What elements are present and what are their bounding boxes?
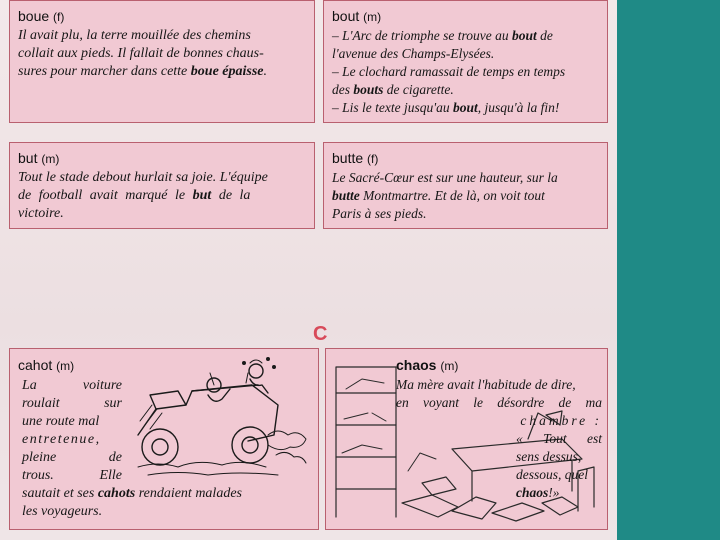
entry-card-cahot: [9, 348, 319, 530]
text-line: – Lis le texte jusqu'au bout, jusqu'à la fin!: [332, 100, 560, 115]
text-line: Le Sacré-Cœur est sur une hauteur, sur la: [332, 170, 558, 185]
entry-card-butte: [323, 142, 608, 229]
entry-headword: chaos (m): [396, 357, 459, 373]
text-line: Tout le stade debout hurlait sa joie. L'équipe: [18, 170, 268, 185]
text-line: – Le clochard ramassait de temps en temps: [332, 64, 566, 79]
keyword: butte: [332, 188, 360, 203]
text-line: collait aux pieds. Il fallait de bonnes chaus-: [18, 46, 264, 61]
text-line: La voiture: [22, 378, 122, 393]
keyword: bout: [453, 100, 478, 115]
entry-headword: bout (m): [332, 8, 382, 24]
text-line: les voyageurs.: [22, 504, 103, 519]
text-line: pleine de: [22, 450, 122, 465]
entry-headword: cahot (m): [18, 357, 75, 373]
entry-text: [332, 169, 606, 223]
text-line: de football avait marqué le but de la: [18, 188, 251, 203]
text-line: l'avenue des Champs-Elysées.: [332, 46, 495, 61]
text-line: victoire.: [18, 206, 64, 221]
text-line: butte Montmartre. Et de là, on voit tout: [332, 188, 545, 203]
entry-text: [22, 377, 122, 485]
entry-card-but: [9, 142, 315, 229]
text-line: entretenue,: [22, 432, 101, 447]
entry-card-bout: [323, 0, 608, 123]
entry-headword: but (m): [18, 150, 60, 166]
bleed-through-text: [12, 235, 612, 345]
entry-text: [396, 376, 602, 412]
entry-card-chaos: [325, 348, 608, 530]
text-line: chaos!»: [516, 485, 560, 500]
entry-text-bottom: [22, 485, 314, 521]
text-line: roulait sur: [22, 396, 122, 411]
entry-headword: boue (f): [18, 8, 65, 24]
keyword: cahots: [97, 486, 136, 501]
text-line: dessous, quel: [516, 467, 588, 482]
entry-headword: butte (f): [332, 150, 379, 166]
entry-text: [18, 169, 310, 223]
teal-side-panel: [617, 0, 720, 540]
entry-text: [18, 27, 310, 81]
text-line: Ma mère avait l'habitude de dire,: [396, 377, 576, 392]
text-line: trous. Elle: [22, 468, 122, 483]
entry-text-right: [516, 412, 602, 502]
text-line: sures pour marcher dans cette boue épaisse.: [18, 64, 267, 79]
keyword: chaos: [516, 485, 549, 500]
keyword: bout: [511, 28, 537, 43]
text-line: Il avait plu, la terre mouillée des chemins: [18, 28, 251, 43]
text-line: « Tout est: [516, 431, 602, 446]
text-line: chambre :: [520, 413, 602, 428]
keyword: bouts: [353, 82, 384, 97]
keyword: but: [192, 188, 212, 203]
text-line: sens dessus,: [516, 449, 582, 464]
text-line: – L'Arc de triomphe se trouve au bout de: [332, 28, 553, 43]
text-line: Paris à ses pieds.: [332, 206, 427, 221]
entry-card-boue: [9, 0, 315, 123]
section-letter: C: [313, 323, 328, 345]
text-line: sautait et ses cahots rendaient malades: [22, 486, 242, 501]
entry-text: [332, 27, 606, 117]
text-line: une route mal: [22, 414, 100, 429]
text-line: en voyant le désordre de ma: [396, 395, 602, 410]
keyword: boue épaisse: [190, 64, 264, 79]
jeep-illustration: [118, 355, 314, 483]
text-line: des bouts de cigarette.: [332, 82, 454, 97]
